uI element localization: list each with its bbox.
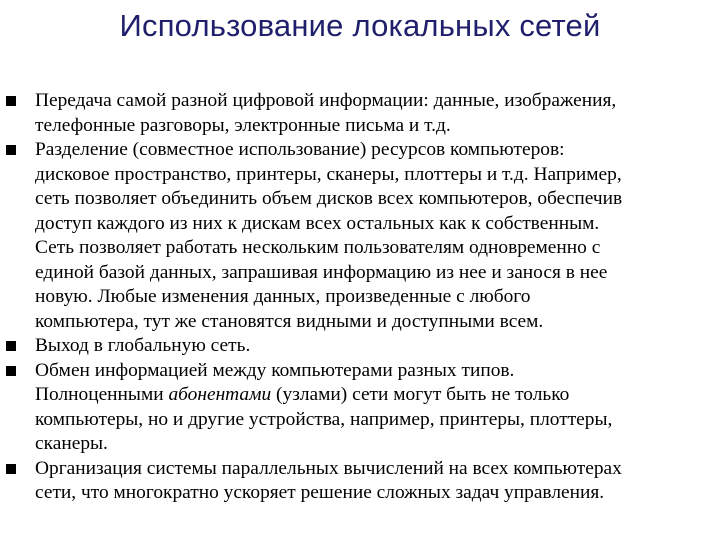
line: Обмен информацией между компьютерами разных типов. [35,359,515,381]
line: дисковое пространство, принтеры, сканеры, плоттеры и т.д. Например, [35,163,622,185]
slide-title: Использование локальных сетей [119,8,601,43]
line: единой базой данных, запрашивая информацию из нее и занося в нее [35,261,608,283]
list-item-resource-sharing [6,138,706,236]
line: компьютера, тут же становятся видными и доступными всем. [35,310,544,332]
line: сканеры. [35,433,108,454]
list-item-information-exchange [6,359,706,457]
square-bullet-icon [6,145,16,155]
emphasized-term: абонентами [168,384,272,405]
square-bullet-icon [6,366,16,376]
line-with-emphasis [35,384,569,405]
list-item-data-transfer [6,89,706,138]
line: Сеть позволяет работать нескольким пользователям одновременно с [35,237,601,258]
line: сеть позволяет объединить объем дисков всех компьютеров, обеспечив [35,188,623,209]
line: сети, что многократно ускоряет решение сложных задач управления. [35,482,605,503]
line: новую. Любые изменения данных, произведенные с любого [35,286,531,307]
text-segment: Полноценными [35,384,169,405]
list-item-parallel-computing [6,457,706,506]
text-segment: (узлами) сети могут быть не только [271,384,570,405]
square-bullet-icon [6,464,16,474]
line: доступ каждого из них к дискам всех остальных как к собственным. [35,212,600,234]
bullet-list [6,89,706,506]
line: телефонные разговоры, электронные письма и т.д. [35,114,451,136]
square-bullet-icon [6,96,16,106]
square-bullet-icon [6,341,16,351]
line: Разделение (совместное использование) ресурсов компьютеров: [35,139,565,160]
list-item-global-network [6,334,706,359]
line: Выход в глобальную сеть. [35,335,251,356]
line: компьютеры, но и другие устройства, например, принтеры, плоттеры, [35,408,613,430]
line: Организация системы параллельных вычислений на всех компьютерах [35,457,622,479]
line: Передача самой разной цифровой информации: данные, изображения, [35,90,617,111]
paragraph-shared-database [6,236,706,334]
